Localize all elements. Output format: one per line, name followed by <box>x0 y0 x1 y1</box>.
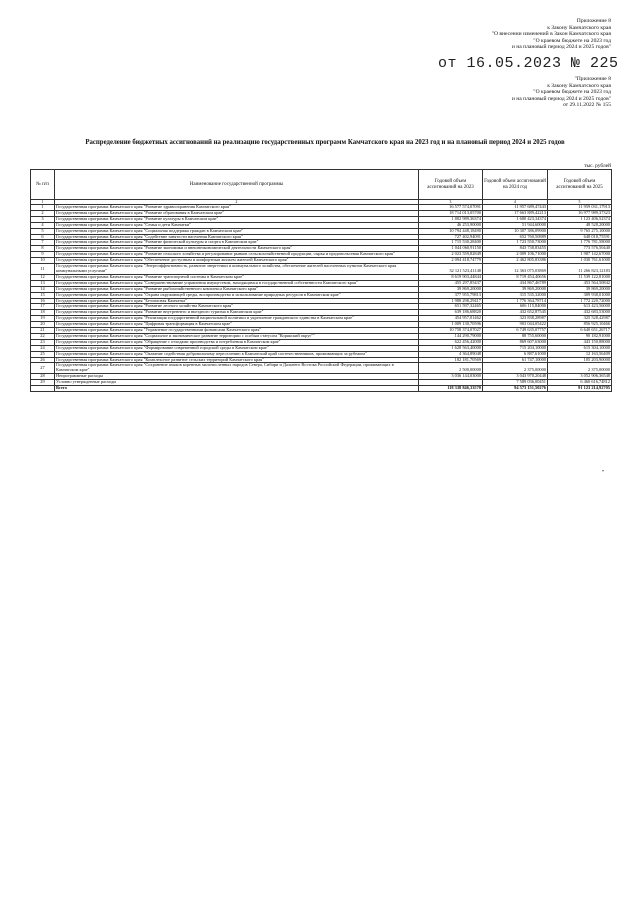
value-2025: 16 977 989,37323 <box>548 210 612 216</box>
value-2025: 1 772 220,72000 <box>548 298 612 304</box>
program-name: Государственная программа Камчатского края "Энергоэффективность, развитие энергетики и коммунального хозяйства, обеспечение жителей населенных пунктов Камчатского края коммунальными услугами" <box>55 264 419 275</box>
program-name: Условно утвержденные расходы <box>55 380 419 386</box>
value-2025: 11 266 823,12183 <box>548 264 612 275</box>
value-2023: 651 597,32465 <box>419 304 483 310</box>
header-top-block <box>492 18 611 51</box>
value-2023: 10 758 374,07027 <box>419 328 483 334</box>
table-row <box>31 316 612 322</box>
value-2023: 1 715 530,28400 <box>419 240 483 246</box>
program-name: Государственная программа Камчатского края "Реализация государственной национальной политики и укрепление гражданского единства в Камчатском крае" <box>55 316 419 322</box>
row-number: 20 <box>31 322 55 328</box>
value-2023: 727 402,94091 <box>419 234 483 240</box>
program-name: Государственная программа Камчатского края "Формирование современной городской среды в Камчатском крае" <box>55 345 419 351</box>
program-name: Государственная программа Камчатского края "Управление государственными финансами Камчатского края" <box>55 328 419 334</box>
value-2025: 615 304,10000 <box>548 345 612 351</box>
total-2023: 118 338 846,33570 <box>419 386 483 392</box>
program-name: Государственная программа Камчатского края "Развитие рыбохозяйственного комплекса Камчатского края" <box>55 286 419 292</box>
index-cell: 1 <box>31 200 55 205</box>
value-2025: 6 460 616,74812 <box>548 380 612 386</box>
value-2024: 1 776 364,78714 <box>483 298 548 304</box>
value-2024: 3 043 970,20448 <box>483 374 548 380</box>
row-number: 9 <box>31 252 55 258</box>
value-2024: 1 680 423,34374 <box>483 216 548 222</box>
value-2025: 443 150,88000 <box>548 339 612 345</box>
value-2023: 454 957,01462 <box>419 316 483 322</box>
row-number: 16 <box>31 298 55 304</box>
value-2023: 1 044 060,91150 <box>419 246 483 252</box>
value-2024: 315 535,32000 <box>483 292 548 298</box>
row-number: 4 <box>31 222 55 228</box>
index-cell: 5 <box>548 200 612 205</box>
total-blank-cell <box>31 386 55 392</box>
row-number: 28 <box>31 374 55 380</box>
value-2025: 1 030 761,61000 <box>548 258 612 264</box>
value-2023: 32 121 523,41148 <box>419 264 483 275</box>
row-number: 27 <box>31 363 55 374</box>
table-row <box>31 252 612 258</box>
total-2025: 91 123 214,92705 <box>548 386 612 392</box>
header-line: "О внесении изменений в Закон Камчатского края <box>491 31 611 38</box>
value-2024: 10 307 386,09900 <box>483 228 548 234</box>
value-2023: 1 628 563,40000 <box>419 345 483 351</box>
program-name: Государственная программа Камчатского края "Социальное и экономическое развитие территории с особым статусом "Корякский округ"" <box>55 333 419 339</box>
value-2025: 773 576,50440 <box>548 246 612 252</box>
row-number: 17 <box>31 304 55 310</box>
value-2023: 1 009 130,70596 <box>419 322 483 328</box>
value-2025: 39 869,20000 <box>548 286 612 292</box>
row-number: 2 <box>31 210 55 216</box>
registration-stamp: от 16.05.2023 № 225 <box>438 55 619 72</box>
value-2024: 843 738,83455 <box>483 246 548 252</box>
value-2023: 39 869,20000 <box>419 286 483 292</box>
value-2025: 90 182,91000 <box>548 333 612 339</box>
table-row <box>31 280 612 286</box>
program-name: Государственная программа Камчатского края "Безопасная Камчатка" <box>55 298 419 304</box>
program-name: Государственная программа Камчатского края "Совершенствование управления имуществом, находящимся в государственной собственности Камчатского края" <box>55 280 419 286</box>
budget-table <box>30 169 612 392</box>
row-number: 29 <box>31 380 55 386</box>
index-cell: 2 <box>55 200 419 205</box>
value-2025: 856 925,10466 <box>548 322 612 328</box>
value-2024: 869 607,63000 <box>483 339 548 345</box>
table-header-row <box>31 170 612 200</box>
row-number: 24 <box>31 345 55 351</box>
value-2025: 648 018,75591 <box>548 234 612 240</box>
value-2024: 323 838,28987 <box>483 316 548 322</box>
value-2024: 17 663 889,42213 <box>483 210 548 216</box>
header-line: к Закону Камчатского края <box>547 82 611 89</box>
table-row <box>31 351 612 357</box>
value-2024: 2 375,00000 <box>483 363 548 374</box>
row-number: 21 <box>31 328 55 334</box>
program-name: Государственная программа Камчатского края "Развитие сельского хозяйства и регулирование рынков сельскохозяйственной продукции, сырья и продовольствия Камчатского края" <box>55 252 419 258</box>
value-2025: 9 765 275,10000 <box>548 228 612 234</box>
row-number: 8 <box>31 246 55 252</box>
program-name: Государственная программа Камчатского края "Сохранение языков коренных малочисленных народов Севера, Сибири и Дальнего Востока Российской Федерации, проживающих в Камчатском крае" <box>55 363 419 374</box>
program-name: Государственная программа Камчатского края "Цифровая трансформация в Камчатском крае" <box>55 322 419 328</box>
value-2025: 11 959 031,17913 <box>548 205 612 211</box>
value-2023: 8 619 903,44844 <box>419 274 483 280</box>
table-row <box>31 363 612 374</box>
row-number: 23 <box>31 339 55 345</box>
row-number: 26 <box>31 357 55 363</box>
col-header-2023: Годовой объем ассигнований на 2023 <box>419 170 483 200</box>
value-2024: 2 009 106,71000 <box>483 252 548 258</box>
value-2024: 61 747,10000 <box>483 357 548 363</box>
header-line: "О краевом бюджете на 2023 год <box>533 37 611 44</box>
program-name: Государственная программа Камчатского края "Развитие лесного хозяйства Камчатского края" <box>55 304 419 310</box>
value-2024: 1 723 550,73000 <box>483 240 548 246</box>
row-number: 18 <box>31 310 55 316</box>
program-name: Непрограммные расходы <box>55 374 419 380</box>
program-name: Государственная программа Камчатского края "Охрана окружающей среды, воспроизводство и использование природных ресурсов в Камчатском крае" <box>55 292 419 298</box>
col-header-2024: Годовой объем ассигнований на 2024 год <box>483 170 548 200</box>
value-2023: 4 364,89048 <box>419 351 483 357</box>
document-title: Распределение бюджетных ассигнований на реализацию государственных программ Камчатского края на 2023 год и на плановый период 2024 и 2025 годов <box>85 139 565 146</box>
value-2023: 622 456,42000 <box>419 339 483 345</box>
value-2023: 455 297,85437 <box>419 280 483 286</box>
row-number: 10 <box>31 258 55 264</box>
value-2023: 18 714 013,05700 <box>419 210 483 216</box>
value-2023: 144 290,79000 <box>419 333 483 339</box>
value-2025: 309 938,01000 <box>548 292 612 298</box>
closing-quote-mark: " <box>602 470 605 476</box>
value-2024: 903 044,05422 <box>483 322 548 328</box>
value-2023: 2 023 559,82849 <box>419 252 483 258</box>
col-header-name: Наименование государственной программы <box>55 170 419 200</box>
value-2024: 2 462 805,83386 <box>483 258 548 264</box>
value-2024: 8 719 454,40656 <box>483 274 548 280</box>
row-number: 7 <box>31 240 55 246</box>
value-2023: 377 955,79813 <box>419 292 483 298</box>
value-2024: 11 957 689,47443 <box>483 205 548 211</box>
value-2024: 7 589 036,00451 <box>483 380 548 386</box>
header-bottom-block <box>512 76 611 109</box>
value-2023: 46 253,90000 <box>419 222 483 228</box>
row-number: 25 <box>31 351 55 357</box>
program-name: Государственная программа Камчатского края "Развитие здравоохранения Камчатского края" <box>55 205 419 211</box>
header-line: "О краевом бюджете на 2023 год <box>533 89 611 96</box>
table-row <box>31 292 612 298</box>
row-number: 5 <box>31 228 55 234</box>
value-2023: 182 181,70569 <box>419 357 483 363</box>
program-name: Государственная программа Камчатского края "Развитие культуры в Камчатском крае" <box>55 216 419 222</box>
program-name: Государственная программа Камчатского края "Развитие экономики и внешнеэкономической деятельности Камчатского края" <box>55 246 419 252</box>
value-2024: 6 887,61000 <box>483 351 548 357</box>
value-2025: 453 564,50842 <box>548 280 612 286</box>
value-2023: 1 882 989,36374 <box>419 216 483 222</box>
value-2023: 16 577 574,07091 <box>419 205 483 211</box>
value-2025: 48 528,20000 <box>548 222 612 228</box>
value-2024: 88 755,60000 <box>483 333 548 339</box>
value-2025: 1 776 781,58000 <box>548 240 612 246</box>
row-number: 12 <box>31 274 55 280</box>
program-name: Государственная программа Камчатского края "Развитие физической культуры и спорта в Камчатском крае" <box>55 240 419 246</box>
table-row <box>31 264 612 275</box>
value-2024: 434 867,46789 <box>483 280 548 286</box>
value-2025: 11 539 122,81000 <box>548 274 612 280</box>
header-line: и на плановый период 2024 и 2025 годов" <box>511 95 611 102</box>
header-line: "Приложение 8 <box>574 76 611 82</box>
header-line: и на плановый период 2024 и 2025 годов" <box>511 44 611 51</box>
col-header-number: № п/п <box>31 170 55 200</box>
value-2024: 6 749 635,07757 <box>483 328 548 334</box>
value-2025: 6 640 651,26717 <box>548 328 612 334</box>
value-2025: 105 203,90000 <box>548 357 612 363</box>
value-2024: 715 204,10000 <box>483 345 548 351</box>
program-name: Государственная программа Камчатского края "Содействие занятости населения Камчатского края" <box>55 234 419 240</box>
program-name: Государственная программа Камчатского края "Развитие образования в Камчатском крае" <box>55 210 419 216</box>
index-cell: 3 <box>419 200 483 205</box>
row-number: 13 <box>31 280 55 286</box>
row-number: 11 <box>31 264 55 275</box>
index-cell: 4 <box>483 200 548 205</box>
value-2025: 613 423,56000 <box>548 304 612 310</box>
total-2024: 94 573 151,50276 <box>483 386 548 392</box>
value-2023: 1 988 298,29417 <box>419 298 483 304</box>
value-2024: 606 115,84000 <box>483 304 548 310</box>
value-2023: 2 500,00000 <box>419 363 483 374</box>
value-2023: 10 794 448,18490 <box>419 228 483 234</box>
row-number: 22 <box>31 333 55 339</box>
value-2024: 12 363 075,03869 <box>483 264 548 275</box>
total-row <box>31 386 612 392</box>
col-header-2025: Годовой объем ассигнований на 2025 <box>548 170 612 200</box>
header-line: к Закону Камчатского края <box>547 24 611 31</box>
row-number: 15 <box>31 292 55 298</box>
value-2024: 432 652,87545 <box>483 310 548 316</box>
value-2023: 2 094 418,74779 <box>419 258 483 264</box>
total-label: Всего <box>55 386 419 392</box>
value-2024: 652 760,50889 <box>483 234 548 240</box>
program-name: Государственная программа Камчатского края "Социальная поддержка граждан в Камчатском крае" <box>55 228 419 234</box>
row-number: 14 <box>31 286 55 292</box>
value-2025: 1 123 406,52374 <box>548 216 612 222</box>
row-number: 19 <box>31 316 55 322</box>
program-name: Государственная программа Камчатского края "Семья и дети Камчатки" <box>55 222 419 228</box>
value-2023: 3 036 144,03000 <box>419 374 483 380</box>
row-number: 1 <box>31 205 55 211</box>
program-name: Государственная программа Камчатского края "Комплексное развитие сельских территорий Камчатского края" <box>55 357 419 363</box>
value-2025: 1 987 142,67000 <box>548 252 612 258</box>
row-number: 3 <box>31 216 55 222</box>
value-2024: 39 869,20000 <box>483 286 548 292</box>
row-number: 6 <box>31 234 55 240</box>
value-2025: 2 375,00000 <box>548 363 612 374</box>
value-2025: 432 683,53000 <box>548 310 612 316</box>
header-line: Приложение 8 <box>576 18 611 24</box>
program-name: Государственная программа Камчатского края "Развитие внутреннего и въездного туризма в Камчатском крае" <box>55 310 419 316</box>
value-2025: 12 163,56409 <box>548 351 612 357</box>
units-label: тыс. рублей <box>584 163 611 169</box>
value-2025: 325 528,42987 <box>548 316 612 322</box>
program-name: Государственная программа Камчатского края "Обеспечение доступным и комфортным жильем жителей Камчатского края" <box>55 258 419 264</box>
value-2024: 51 944,60000 <box>483 222 548 228</box>
program-name: Государственная программа Камчатского края "Оказание содействия добровольному переселению в Камчатский край соотечественников, проживающих за рубежом" <box>55 351 419 357</box>
value-2025: 3 052 906,36548 <box>548 374 612 380</box>
header-line: от 29.11.2022 № 155 <box>562 102 611 109</box>
table-body <box>31 205 612 392</box>
program-name: Государственная программа Камчатского края "Обращение с отходами производства и потребления в Камчатском крае" <box>55 339 419 345</box>
value-2023: 639 186,68820 <box>419 310 483 316</box>
program-name: Государственная программа Камчатского края "Развитие транспортной системы в Камчатском крае" <box>55 274 419 280</box>
